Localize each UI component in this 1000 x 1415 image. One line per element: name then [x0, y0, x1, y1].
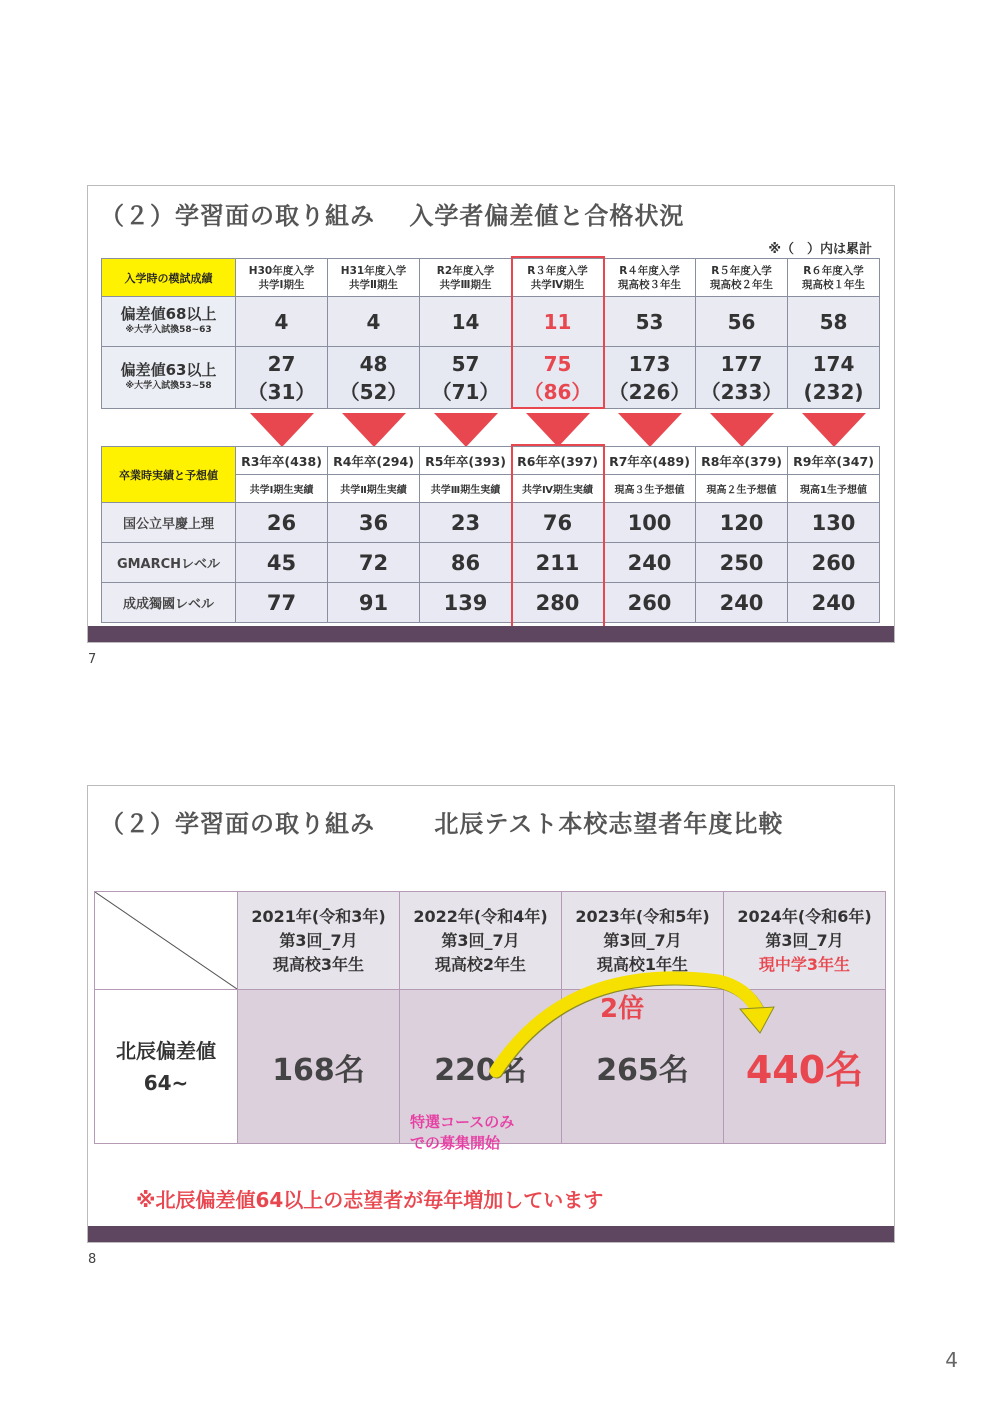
table-cell: 72 — [328, 543, 420, 583]
table-cell: 48 （52） — [328, 347, 420, 409]
table-cell-highlight: 76 — [512, 503, 604, 543]
table-cell: 45 — [236, 543, 328, 583]
column-subheader: 共学Ⅰ期生実績 — [236, 475, 328, 503]
table-cell: 120 — [696, 503, 788, 543]
down-arrows — [88, 411, 896, 451]
table-cell: 56 — [696, 297, 788, 347]
table-cell: 36 — [328, 503, 420, 543]
down-arrow-icon — [250, 413, 314, 447]
table-cell-highlight: 280 — [512, 583, 604, 623]
table-cell: 130 — [788, 503, 880, 543]
down-arrow-icon — [802, 413, 866, 447]
table-cell: 26 — [236, 503, 328, 543]
table-cell: 77 — [236, 583, 328, 623]
page-number: 7 — [88, 652, 97, 667]
footer-bar — [88, 626, 894, 642]
table-cell: 4 — [236, 297, 328, 347]
row-label: 国公立早慶上理 — [102, 503, 236, 543]
slide-hokushin-comparison — [87, 785, 895, 1243]
sheet-number: 4 — [945, 1348, 958, 1372]
entrance-header-label: 入学時の模試成績 — [102, 259, 236, 297]
highlight-box-bottom — [511, 444, 605, 628]
column-header: R9年卒(347) — [788, 447, 880, 475]
row-label: 偏差値68以上 ※大学入試換58~63 — [102, 297, 236, 347]
table-cell: 250 — [696, 543, 788, 583]
page-number: 8 — [88, 1252, 97, 1267]
table-cell: 53 — [604, 297, 696, 347]
down-arrow-icon — [710, 413, 774, 447]
column-header: 2023年(令和5年) 第3回_7月 現高校1年生 — [562, 892, 724, 990]
table-cell: 240 — [696, 583, 788, 623]
graduation-header-label: 卒業時実績と予想値 — [102, 447, 236, 503]
row-label: GMARCHレベル — [102, 543, 236, 583]
table-cell: 168名 — [238, 990, 400, 1144]
highlight-box-top — [511, 256, 605, 409]
column-header: R7年卒(489) — [604, 447, 696, 475]
table-cell: 58 — [788, 297, 880, 347]
corner-cell — [95, 892, 238, 990]
column-header: R３年度入学 共学Ⅳ期生 — [512, 259, 604, 297]
table-cell: 260 — [604, 583, 696, 623]
row-label: 北辰偏差値 64~ — [95, 990, 238, 1144]
table-cell: 240 — [788, 583, 880, 623]
down-arrow-icon — [618, 413, 682, 447]
table-cell: 240 — [604, 543, 696, 583]
column-header: R５年度入学 現高校２年生 — [696, 259, 788, 297]
table-cell-highlight: 440名 — [724, 990, 886, 1144]
entrance-score-table — [101, 258, 880, 409]
table-cell: 265名 — [562, 990, 724, 1144]
diagonal-line — [95, 892, 237, 989]
cumulative-note: ※（ ）内は累計 — [768, 242, 872, 257]
table-cell: 14 — [420, 297, 512, 347]
column-header: 2024年(令和6年) 第3回_7月 現中学3年生 — [724, 892, 886, 990]
table-cell-highlight: 75 （86） — [512, 347, 604, 409]
column-header: R6年卒(397) — [512, 447, 604, 475]
arrow-head-icon — [740, 1007, 774, 1033]
table-cell-highlight: 11 — [512, 297, 604, 347]
row-label: 偏差値63以上 ※大学入試換53~58 — [102, 347, 236, 409]
table-cell: 139 — [420, 583, 512, 623]
column-subheader: 共学Ⅳ期生実績 — [512, 475, 604, 503]
graduation-results-table — [101, 446, 880, 623]
column-header: 2022年(令和4年) 第3回_7月 現高校2年生 — [400, 892, 562, 990]
column-header: R４年度入学 現高校３年生 — [604, 259, 696, 297]
recruitment-note: 特選コースのみ での募集開始 — [410, 1113, 515, 1152]
down-arrow-icon — [342, 413, 406, 447]
column-header: 2021年(令和3年) 第3回_7月 現高校3年生 — [238, 892, 400, 990]
column-subheader: 現高1生予想値 — [788, 475, 880, 503]
down-arrow-icon — [434, 413, 498, 447]
bottom-note: ※北辰偏差値64以上の志望者が毎年増加しています — [136, 1188, 604, 1212]
column-header: R2年度入学 共学Ⅲ期生 — [420, 259, 512, 297]
column-subheader: 共学Ⅲ期生実績 — [420, 475, 512, 503]
table-cell: 100 — [604, 503, 696, 543]
column-subheader: 現高２生予想値 — [696, 475, 788, 503]
slide-title: （２）学習面の取り組み 北辰テスト本校志望者年度比較 — [100, 810, 784, 838]
table-cell: 174 (232) — [788, 347, 880, 409]
slide-title: （２）学習面の取り組み 入学者偏差値と合格状況 — [100, 202, 685, 230]
column-header: R8年卒(379) — [696, 447, 788, 475]
table-cell: 27 （31） — [236, 347, 328, 409]
table-cell-highlight: 211 — [512, 543, 604, 583]
table-cell: 260 — [788, 543, 880, 583]
table-cell: 91 — [328, 583, 420, 623]
table-cell: 4 — [328, 297, 420, 347]
column-header: R６年度入学 現高校１年生 — [788, 259, 880, 297]
table-cell: 57 （71） — [420, 347, 512, 409]
table-cell: 177 （233） — [696, 347, 788, 409]
down-arrow-icon — [526, 413, 590, 447]
column-subheader: 現高３生予想値 — [604, 475, 696, 503]
twice-label: 2倍 — [600, 994, 645, 1024]
table-cell: 86 — [420, 543, 512, 583]
slide-admission-results — [87, 185, 895, 643]
column-header: H31年度入学 共学Ⅱ期生 — [328, 259, 420, 297]
column-header: R3年卒(438) — [236, 447, 328, 475]
column-header: H30年度入学 共学Ⅰ期生 — [236, 259, 328, 297]
footer-bar — [88, 1226, 894, 1242]
table-cell: 23 — [420, 503, 512, 543]
table-cell: 173 （226） — [604, 347, 696, 409]
table-cell: 220名 — [400, 990, 562, 1144]
column-subheader: 共学Ⅱ期生実績 — [328, 475, 420, 503]
column-header: R5年卒(393) — [420, 447, 512, 475]
column-header: R4年卒(294) — [328, 447, 420, 475]
row-label: 成成獨國レベル — [102, 583, 236, 623]
